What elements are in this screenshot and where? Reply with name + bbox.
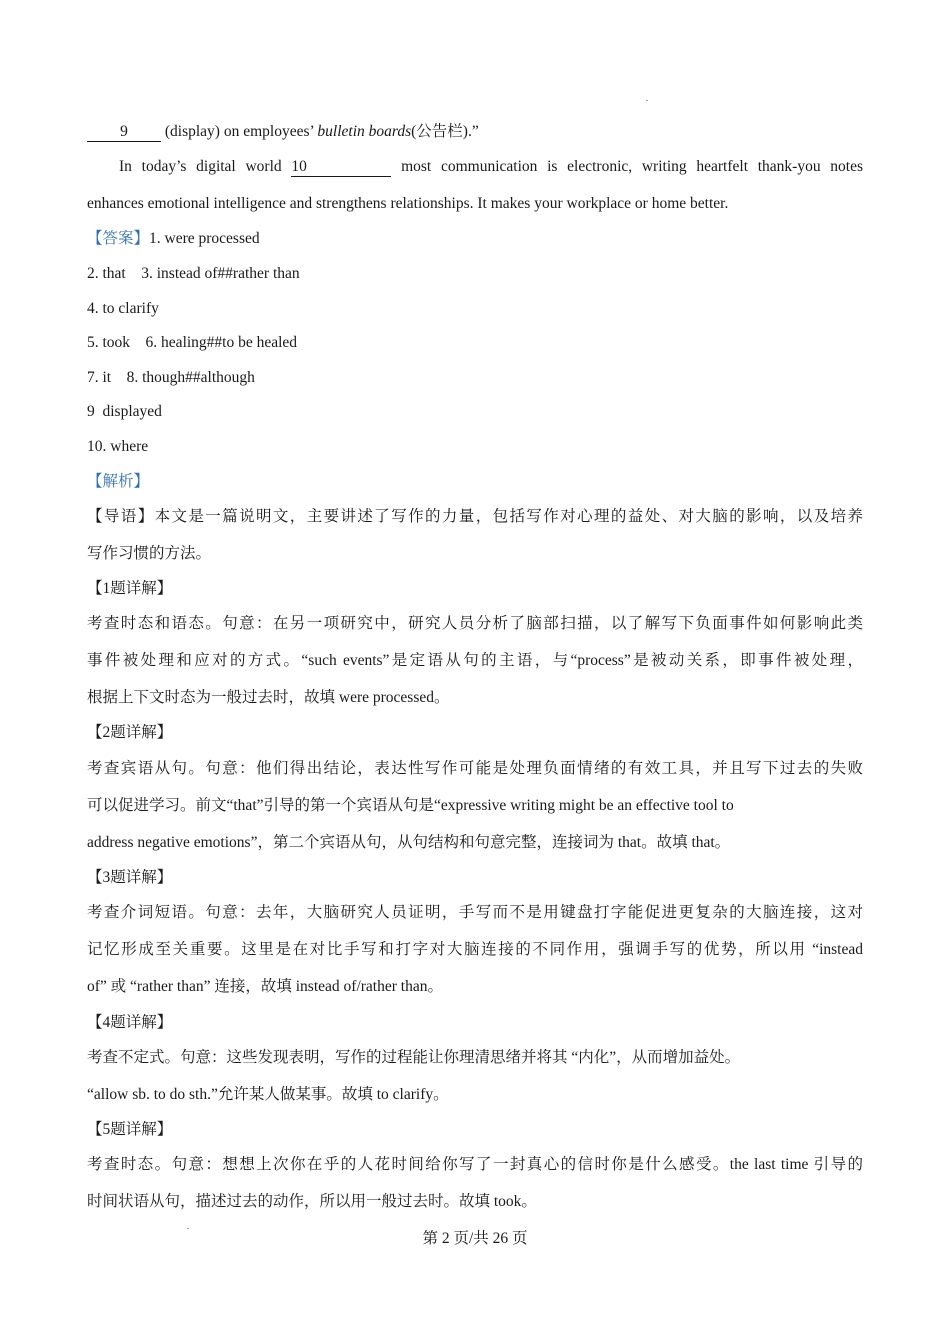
analysis-tag: 【解析】 <box>87 473 150 490</box>
answer-row: 4. to clarify <box>87 300 159 317</box>
answer-row: 1. were processed <box>149 230 260 247</box>
question-1-text: 事件被处理和应对的方式。“such events”是定语从句的主语，与“process”是被动关系，即事件被处理， <box>87 652 863 669</box>
question-2-text: address negative emotions”，第二个宾语从句，从句结构和句意完整，连接词为 that。故填 that。 <box>87 834 731 851</box>
passage-text: (display) on employees’ <box>164 123 314 140</box>
passage-italic-term: bulletin boards <box>317 123 412 140</box>
answer-row: 10. where <box>87 438 149 455</box>
question-1-title: 【1题详解】 <box>87 580 173 597</box>
question-5-text: 时间状语从句，描述过去的动作，所以用一般过去时。故填 took。 <box>87 1193 537 1210</box>
question-2-text: 考查宾语从句。句意：他们得出结论，表达性写作可能是处理负面情绪的有效工具，并且写下过去的失败 <box>87 760 863 777</box>
question-4-title: 【4题详解】 <box>87 1014 173 1031</box>
answer-tag: 【答案】 <box>87 230 150 247</box>
passage-text: (公告栏).” <box>411 123 479 140</box>
scan-speck <box>646 100 648 101</box>
passage-text: most communication is electronic, writing heartfelt thank-you notes <box>401 158 864 175</box>
passage-line-1 <box>87 122 479 142</box>
question-5-text: 考查时态。句意：想想上次你在乎的人花时间给你写了一封真心的信时你是什么感受。the last time 引导的 <box>87 1156 863 1173</box>
passage-text: In today’s digital world <box>119 158 282 175</box>
question-3-text: of” 或 “rather than” 连接，故填 instead of/rather than。 <box>87 978 443 995</box>
page-footer: 第 2 页/共 26 页 <box>422 1230 528 1247</box>
question-3-text: 记忆形成至关重要。这里是在对比手写和打字对大脑连接的不同作用，强调手写的优势，所以用 “instead <box>87 941 863 958</box>
passage-line-2 <box>87 157 863 177</box>
question-5-title: 【5题详解】 <box>87 1121 173 1138</box>
analysis-intro-line: 写作习惯的方法。 <box>87 545 212 562</box>
question-2-text: 可以促进学习。前文“that”引导的第一个宾语从句是“expressive writing might be an effective tool to <box>87 797 734 814</box>
passage-line-3: enhances emotional intelligence and strengthens relationships. It makes your workplace or home better. <box>87 195 729 212</box>
blank-9[interactable]: 9 <box>87 123 161 142</box>
answer-line-1 <box>87 229 260 249</box>
question-4-text: 考查不定式。句意：这些发现表明，写作的过程能让你理清思绪并将其 “内化”，从而增加益处。 <box>87 1049 741 1066</box>
question-1-text: 考查时态和语态。句意：在另一项研究中，研究人员分析了脑部扫描，以了解写下负面事件如何影响此类 <box>87 615 863 632</box>
answer-row: 7. it 8. though##although <box>87 369 255 386</box>
question-3-text: 考查介词短语。句意：去年，大脑研究人员证明，手写而不是用键盘打字能促进更复杂的大脑连接，这对 <box>87 904 863 921</box>
question-1-text: 根据上下文时态为一般过去时，故填 were processed。 <box>87 689 450 706</box>
answer-row: 2. that 3. instead of##rather than <box>87 265 300 282</box>
question-3-title: 【3题详解】 <box>87 869 173 886</box>
question-4-text: “allow sb. to do sth.”允许某人做某事。故填 to clarify。 <box>87 1086 449 1103</box>
analysis-intro-line: 【导语】本文是一篇说明文，主要讲述了写作的力量，包括写作对心理的益处、对大脑的影响，以及培养 <box>87 508 863 525</box>
blank-10[interactable]: 10 <box>291 158 391 177</box>
answer-row: 5. took 6. healing##to be healed <box>87 334 298 351</box>
question-2-title: 【2题详解】 <box>87 724 173 741</box>
answer-row: 9 displayed <box>87 403 162 420</box>
